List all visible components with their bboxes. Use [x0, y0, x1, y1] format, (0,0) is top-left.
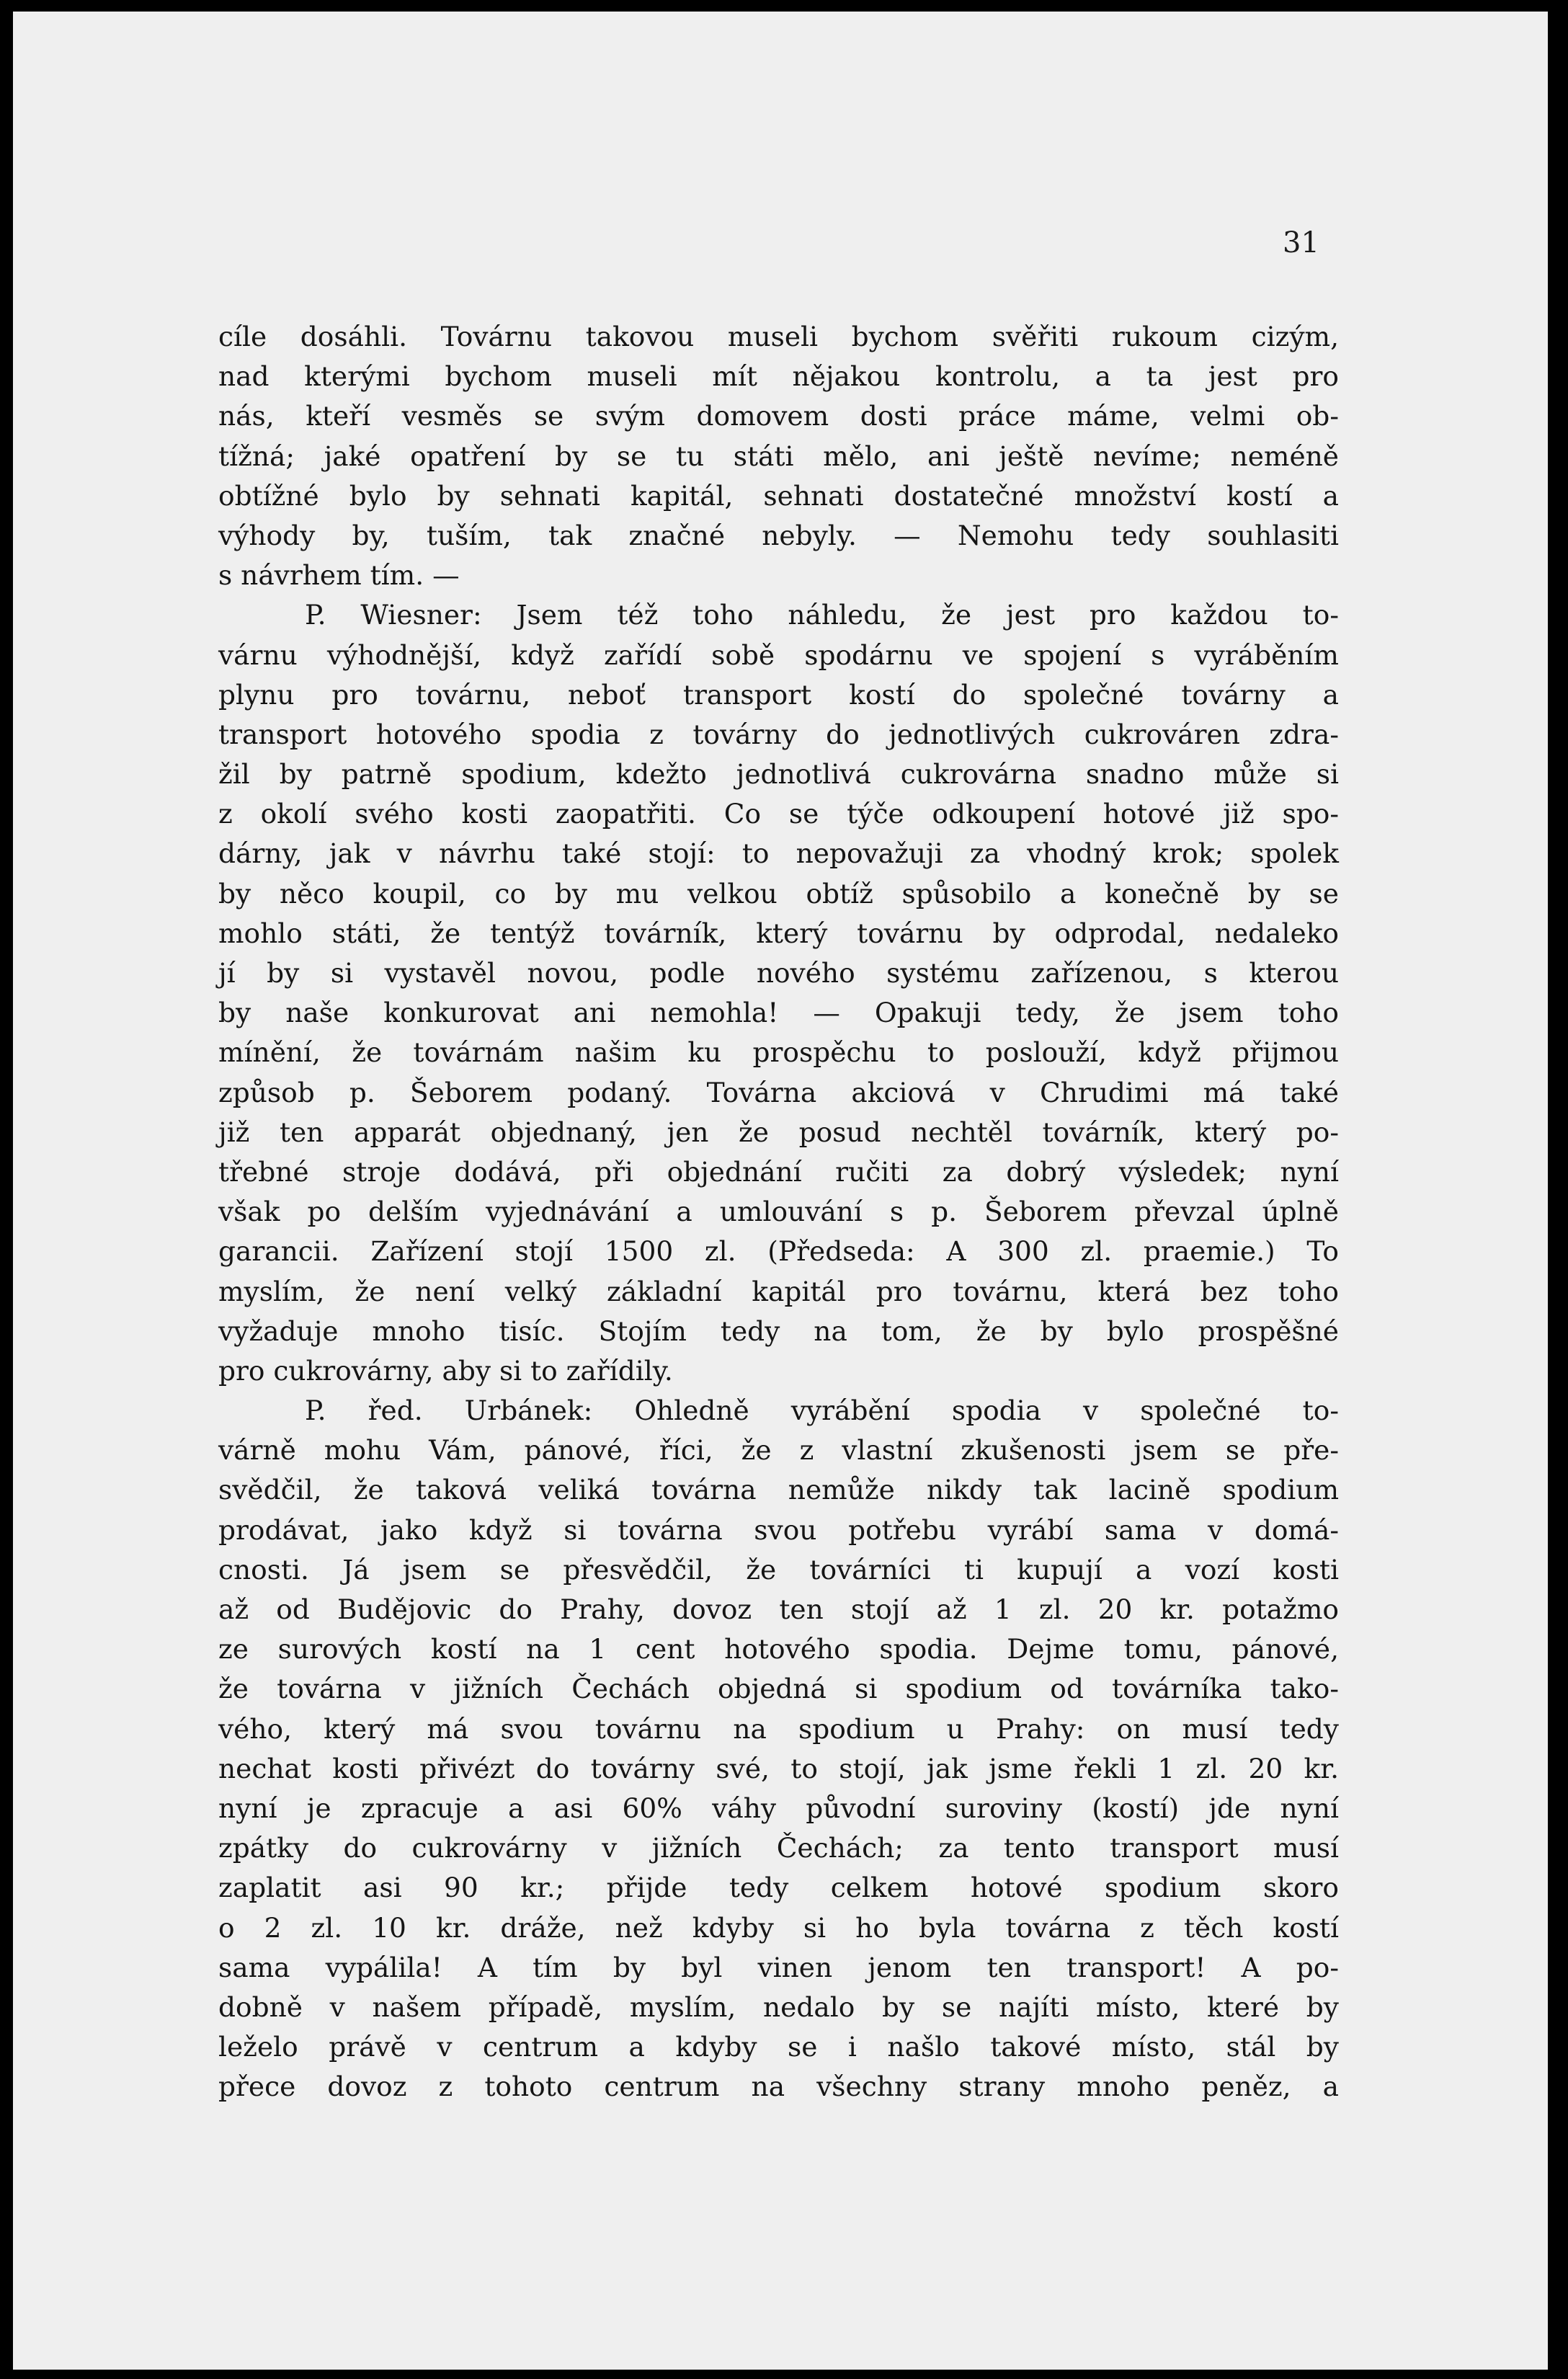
- text-line: nechat kosti přivézt do továrny své, to stojí, jak jsme řekli 1 zl. 20 kr.: [218, 1752, 1339, 1784]
- text-line: by něco koupil, co by mu velkou obtíž spůsobilo a konečně by se: [218, 877, 1339, 910]
- book-page: [13, 12, 1548, 2370]
- text-line: však po delším vyjednávání a umlouvání s p. Šeborem převzal úplně: [218, 1196, 1339, 1228]
- text-line: vého, který má svou továrnu na spodium u Prahy: on musí tedy: [218, 1712, 1339, 1745]
- text-line: již ten apparát objednaný, jen že posud nechtěl továrník, který po-: [218, 1116, 1339, 1148]
- text-line: cnosti. Já jsem se přesvědčil, že továrníci ti kupují a vozí kosti: [218, 1553, 1339, 1586]
- text-line: že továrna v jižních Čechách objedná si spodium od továrníka tako-: [218, 1673, 1339, 1705]
- text-line: ze surových kostí na 1 cent hotového spodia. Dejme tomu, pánové,: [218, 1633, 1339, 1666]
- text-line: plynu pro továrnu, neboť transport kostí do společné továrny a: [218, 678, 1339, 711]
- text-line: várně mohu Vám, pánové, říci, že z vlastní zkušenosti jsem se pře-: [218, 1434, 1339, 1467]
- text-line: pro cukrovárny, aby si to zařídily.: [218, 1354, 673, 1387]
- text-line: žil by patrně spodium, kdežto jednotlivá cukrovárna snadno může si: [218, 758, 1339, 791]
- text-line: myslím, že není velký základní kapitál pro továrnu, která bez toho: [218, 1275, 1339, 1307]
- text-line: způsob p. Šeborem podaný. Továrna akciová v Chrudimi má také: [218, 1076, 1339, 1108]
- text-line: nyní je zpracuje a asi 60% váhy původní suroviny (kostí) jde nyní: [218, 1792, 1339, 1824]
- text-line: leželo právě v centrum a kdyby se i našlo takové místo, stál by: [218, 2031, 1339, 2063]
- text-line: přece dovoz z tohoto centrum na všechny strany mnoho peněz, a: [218, 2071, 1339, 2103]
- text-line: obtížné bylo by sehnati kapitál, sehnati dostatečné množství kostí a: [218, 479, 1339, 512]
- text-line: třebné stroje dodává, při objednání ručiti za dobrý výsledek; nyní: [218, 1155, 1339, 1188]
- text-line: tížná; jaké opatření by se tu státi mělo, ani ještě nevíme; neméně: [218, 440, 1339, 472]
- text-line: várnu výhodnější, když zařídí sobě spodárnu ve spojení s vyráběním: [218, 639, 1339, 671]
- page-number: 31: [1283, 226, 1319, 259]
- text-line: svědčil, že taková veliká továrna nemůže nikdy tak lacině spodium: [218, 1474, 1339, 1506]
- text-line: mohlo státi, že tentýž továrník, který továrnu by odprodal, nedaleko: [218, 917, 1339, 949]
- text-line: garancii. Zařízení stojí 1500 zl. (Předseda: A 300 zl. praemie.) To: [218, 1235, 1339, 1268]
- body-text: [218, 317, 1339, 2107]
- text-line: až od Budějovic do Prahy, dovoz ten stojí až 1 zl. 20 kr. potažmo: [218, 1593, 1339, 1625]
- text-line: transport hotového spodia z továrny do jednotlivých cukrováren zdra-: [218, 718, 1339, 750]
- text-line: o 2 zl. 10 kr. dráže, než kdyby si ho byla továrna z těch kostí: [218, 1911, 1339, 1944]
- text-line: z okolí svého kosti zaopatřiti. Co se týče odkoupení hotové již spo-: [218, 798, 1339, 830]
- paragraph-start-wiesner: P. Wiesner: Jsem též toho náhledu, že jest pro každou to-: [305, 599, 1339, 631]
- text-line: s návrhem tím. —: [218, 559, 460, 592]
- text-line: nad kterými bychom museli mít nějakou kontrolu, a ta jest pro: [218, 360, 1339, 393]
- text-line: cíle dosáhli. Továrnu takovou museli bychom svěřiti rukoum cizým,: [218, 321, 1339, 352]
- text-line: vyžaduje mnoho tisíc. Stojím tedy na tom, že by bylo prospěšné: [218, 1315, 1339, 1347]
- text-line: dobně v našem případě, myslím, nedalo by se najíti místo, které by: [218, 1991, 1339, 2023]
- text-line: zaplatit asi 90 kr.; přijde tedy celkem hotové spodium skoro: [218, 1872, 1339, 1904]
- text-line: zpátky do cukrovárny v jižních Čechách; za tento transport musí: [218, 1832, 1339, 1864]
- paragraph-start-urbanek: P. řed. Urbánek: Ohledně vyrábění spodia v společné to-: [305, 1395, 1339, 1427]
- text-line: výhody by, tuším, tak značné nebyly. — Nemohu tedy souhlasiti: [218, 519, 1339, 551]
- text-line: dárny, jak v návrhu také stojí: to nepovažuji za vhodný krok; spolek: [218, 837, 1339, 870]
- text-line: sama vypálila! A tím by byl vinen jenom ten transport! A po-: [218, 1951, 1339, 1983]
- text-line: prodávat, jako když si továrna svou potřebu vyrábí sama v domá-: [218, 1513, 1339, 1546]
- text-line: mínění, že továrnám našim ku prospěchu to poslouží, když přijmou: [218, 1036, 1339, 1069]
- text-line: nás, kteří vesměs se svým domovem dosti práce máme, velmi ob-: [218, 400, 1339, 432]
- text-line: by naše konkurovat ani nemohla! — Opakuji tedy, že jsem toho: [218, 997, 1339, 1029]
- text-line: jí by si vystavěl novou, podle nového systému zařízenou, s kterou: [218, 957, 1339, 989]
